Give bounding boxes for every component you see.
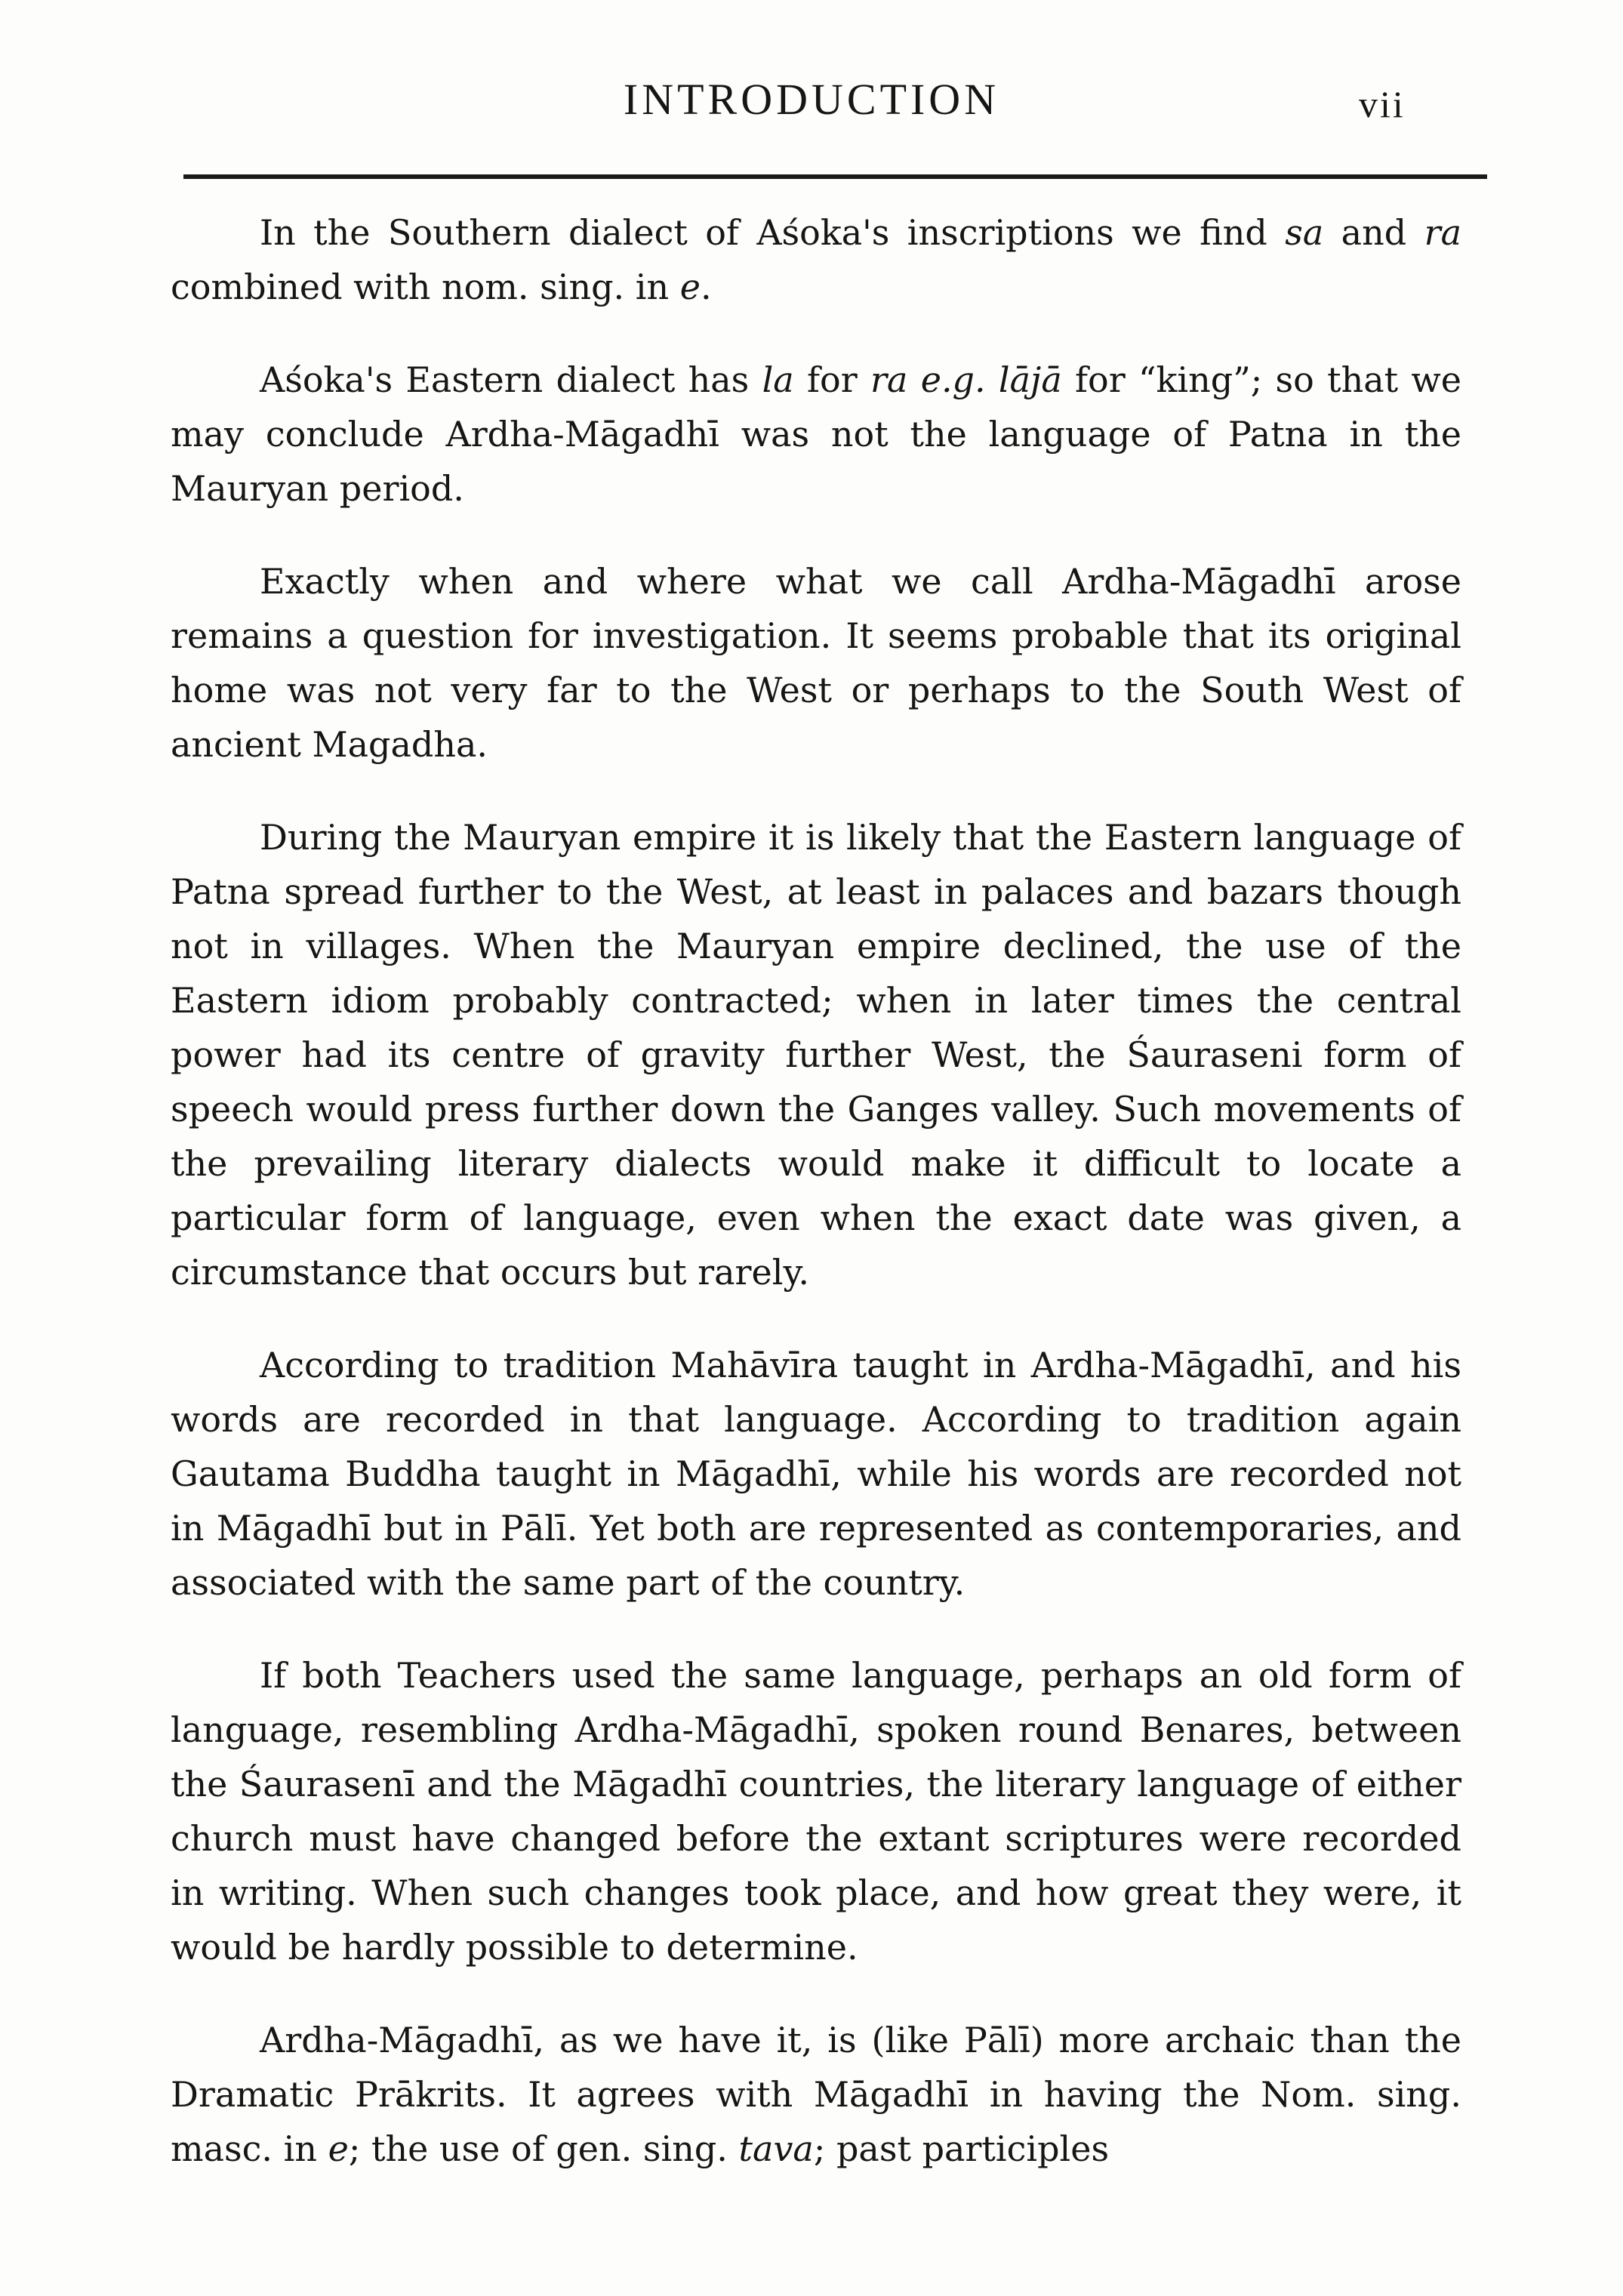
paragraph-2 bbox=[171, 353, 1461, 516]
header-rule bbox=[183, 174, 1487, 179]
italic-run: e bbox=[328, 2128, 349, 2169]
text-run: During the Mauryan empire it is likely that the Eastern language of Patna spread further to the West, at least in palaces and bazars though not in villages. When the Mauryan empire declined, the use of the Eastern idiom probably contracted; when in later times the central power had its centre of gravity further West, the Śauraseni form of speech would press further down the Ganges valley. Such movements of the prevailing literary dialects would make it difficult to locate a particular form of language, even when the exact date was given, a circumstance that occurs but rarely. bbox=[171, 817, 1461, 1293]
italic-run: e bbox=[679, 267, 701, 307]
paragraph-3 bbox=[171, 554, 1461, 772]
italic-run: sa bbox=[1285, 212, 1324, 253]
text-run: for bbox=[793, 359, 871, 400]
text-run: ; the use of gen. sing. bbox=[348, 2128, 739, 2169]
text-run: If both Teachers used the same language, perhaps an old form of language, resembling Ardha-Māgadhī, spoken round Benares, between the Śaurasenī and the Māgadhī countries, the literary language of either church must have changed before the extant scriptures were recorded in writing. When such changes took place, and how great they were, it would be hardly possible to determine. bbox=[171, 1655, 1461, 1968]
text-run: combined with nom. sing. in bbox=[171, 267, 680, 307]
text-run: Aśoka's Eastern dialect has bbox=[260, 359, 762, 400]
running-title: INTRODUCTION bbox=[623, 75, 1000, 124]
paragraph-4 bbox=[171, 810, 1461, 1299]
italic-run: ra bbox=[1424, 212, 1461, 253]
text-run: Ardha-Māgadhī, as we have it, is (like Pālī) more archaic than the Dramatic Prākrits. It agrees with Māgadhī in having the Nom. sing. masc. in bbox=[171, 2020, 1461, 2169]
text-run: In the Southern dialect of Aśoka's inscriptions we find bbox=[260, 212, 1286, 253]
italic-run: ra e.g. lājā bbox=[870, 359, 1062, 400]
paragraph-5 bbox=[171, 1338, 1461, 1610]
page-header bbox=[0, 69, 1623, 130]
page-number: vii bbox=[1359, 83, 1406, 125]
paragraph-1 bbox=[171, 205, 1461, 314]
text-run: ; past participles bbox=[813, 2128, 1110, 2169]
text-run: for “king”; so that we may conclude Ardha-Māgadhī was not the language of Patna in the Mauryan period. bbox=[171, 359, 1462, 509]
body-text bbox=[171, 205, 1461, 2176]
paragraph-6 bbox=[171, 1648, 1461, 1974]
text-run: and bbox=[1323, 212, 1424, 253]
text-run: . bbox=[700, 267, 712, 307]
paragraph-7 bbox=[171, 2013, 1461, 2176]
text-run: According to tradition Mahāvīra taught in Ardha-Māgadhī, and his words are recorded in that language. According to tradition again Gautama Buddha taught in Māgadhī, while his words are recorded not in Māgadhī but in Pālī. Yet both are represented as contemporaries, and associated with the same part of the country. bbox=[171, 1345, 1461, 1603]
italic-run: la bbox=[762, 359, 794, 400]
text-run: Exactly when and where what we call Ardha-Māgadhī arose remains a question for investigation. It seems probable that its original home was not very far to the West or perhaps to the South West of ancient Magadha. bbox=[171, 561, 1461, 765]
italic-run: tava bbox=[738, 2128, 814, 2169]
